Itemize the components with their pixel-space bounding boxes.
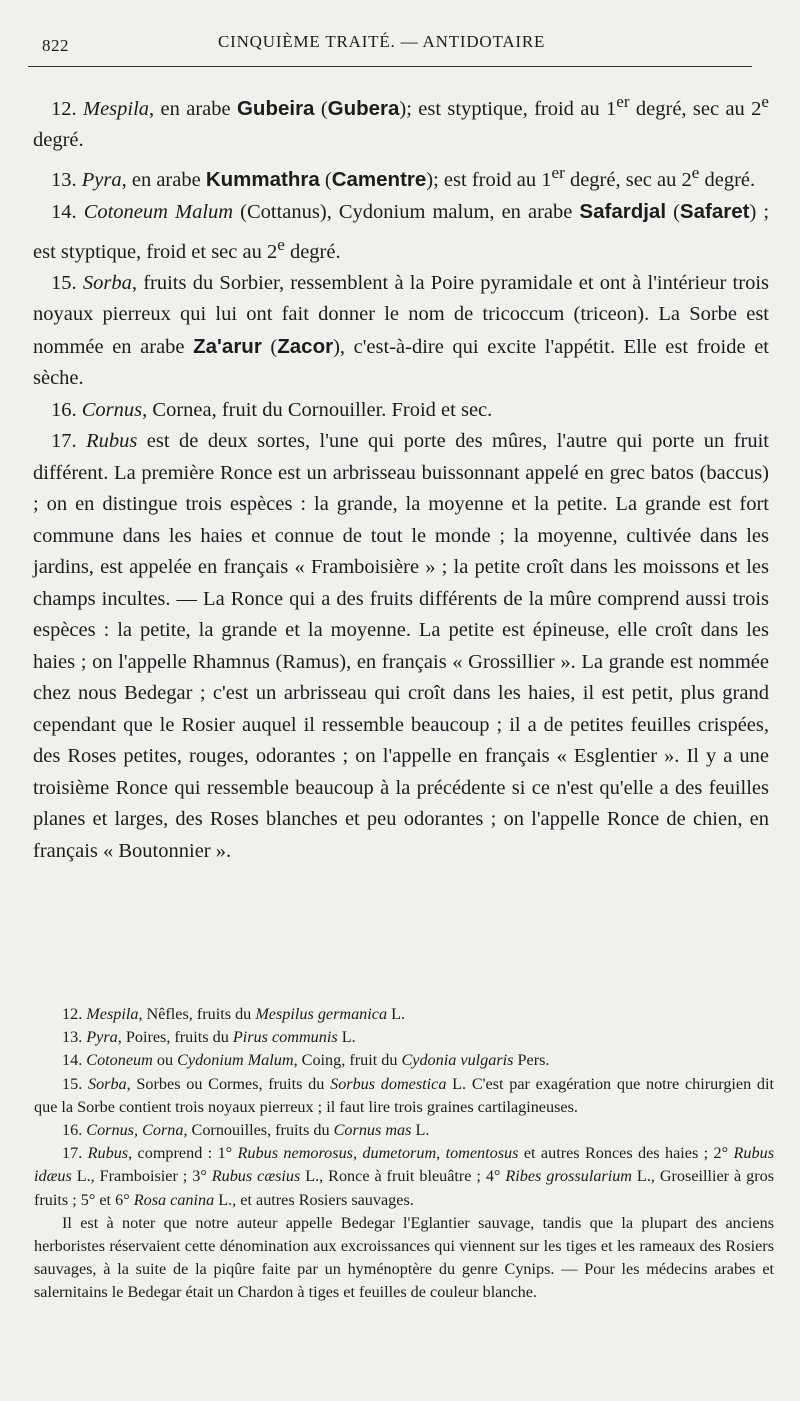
note-17-continuation: Il est à noter que notre auteur appelle Bedegar l'Eglantier sauvage, tandis que la plupart des anciens herboristes réservaient cette dénomination aux excroissances qui viennent sur les tiges et les rameaux des Rosiers sauvages, à la suite de la piqûre faite par un hyménoptère du genre Cynips. — Pour les médecins arabes et salernitains le Bedegar était un Chardon à tiges et feuilles de couleur blanche. xyxy=(34,1213,774,1302)
arabic-term: Safaret xyxy=(679,200,750,224)
note-15: 15. Sorba, Sorbes ou Cormes, fruits du Sorbus domestica L. C'est par exagération que notre chirurgien dit que la Sorbe contient trois noyaux pierreux ; il faut lire trois graines cartilagineuses. xyxy=(34,1074,775,1116)
arabic-term: Za'arur xyxy=(193,334,262,358)
entry-16: 16. Cornus, Cornea, fruit du Cornouiller. Froid et sec. xyxy=(51,398,493,421)
entry-12: 12. Mespila, en arabe Gubeira (Gubera); est styptique, froid au 1er degré, sec au 2e degré. xyxy=(33,92,770,152)
note-16: 16. Cornus, Corna, Cornouilles, fruits du Cornus mas L. xyxy=(62,1121,430,1140)
footnotes xyxy=(34,1003,775,1305)
arabic-term: Gubera xyxy=(327,96,400,120)
entry-14: 14. Cotoneum Malum (Cottanus), Cydonium malum, en arabe Safardjal (Safaret) ; est styptique, froid et sec au 2e degré. xyxy=(33,200,770,263)
note-14: 14. Cotoneum ou Cydonium Malum, Coing, fruit du Cydonia vulgaris Pers. xyxy=(62,1051,550,1070)
arabic-term: Kummathra xyxy=(205,167,320,191)
page-number: 822 xyxy=(42,36,69,55)
arabic-term: Safardjal xyxy=(579,200,667,224)
arabic-term: Camentre xyxy=(331,167,427,191)
arabic-term: Gubeira xyxy=(236,96,315,120)
note-17: 17. Rubus, comprend : 1° Rubus nemorosus, dumetorum, tomentosus et autres Ronces des haies ; 2° Rubus idæus L., Framboisier ; 3° Rubus cæsius L., Ronce à fruit bleuâtre ; 4° Ribes grossularium L., Groseillier à gros fruits ; 5° et 6° Rosa canina L., et autres Rosiers sauvages. xyxy=(34,1144,774,1209)
entry-15: 15. Sorba, fruits du Sorbier, ressemblent à la Poire pyramidale et ont à l'intérieur trois noyaux pierreux qui lui ont fait donner le nom de tricoccum (triceon). La Sorbe est nommée en arabe Za'arur (Zacor), c'est-à-dire qui excite l'appétit. Elle est froide et sèche. xyxy=(33,271,770,390)
arabic-term: Zacor xyxy=(277,334,334,358)
entry-13: 13. Pyra, en arabe Kummathra (Camentre); est froid au 1er degré, sec au 2e degré. xyxy=(51,162,756,191)
entry-17: 17. Rubus est de deux sortes, l'une qui porte des mûres, l'autre qui porte un fruit différent. La première Ronce est un arbrisseau buissonnant appelé en grec batos (baccus) ; on en distingue trois espèces : la grande, la moyenne et la petite. La grande est fort commune dans les haies et connue de tout le monde ; la moyenne, cultivée dans les jardins, est appelée en français « Framboisière » ; la petite croît dans les moissons et les champs incultes. — La Ronce qui a des fruits différents de la mûre comprend aussi trois espèces : la petite, la grande et la moyenne. La petite est épineuse, elle croît dans les haies ; on l'appelle Rhamnus (Ramus), en français « Grossillier ». La grande est nommée chez nous Bedegar ; c'est un arbrisseau qui croît dans les haies, il est petit, plus grand cependant que le Rosier auquel il ressemble beaucoup ; il a de petites feuilles crispées, des Roses petites, rouges, odorantes ; on l'appelle en français « Esglentier ». Il y a une troisième Ronce qui ressemble beaucoup à la précédente si ce n'est qu'elle a des feuilles planes et larges, des Roses blanches et peu odorantes ; on l'appelle Ronce de chien, en français « Boutonnier ». xyxy=(33,430,770,862)
header-rule xyxy=(28,66,752,67)
running-title: CINQUIÈME TRAITÉ. — ANTIDOTAIRE xyxy=(218,32,546,51)
note-13: 13. Pyra, Poires, fruits du Pirus communis L. xyxy=(62,1028,356,1047)
main-text xyxy=(33,86,769,867)
note-12: 12. Mespila, Nêfles, fruits du Mespilus germanica L. xyxy=(62,1005,406,1023)
page-header xyxy=(32,28,752,58)
